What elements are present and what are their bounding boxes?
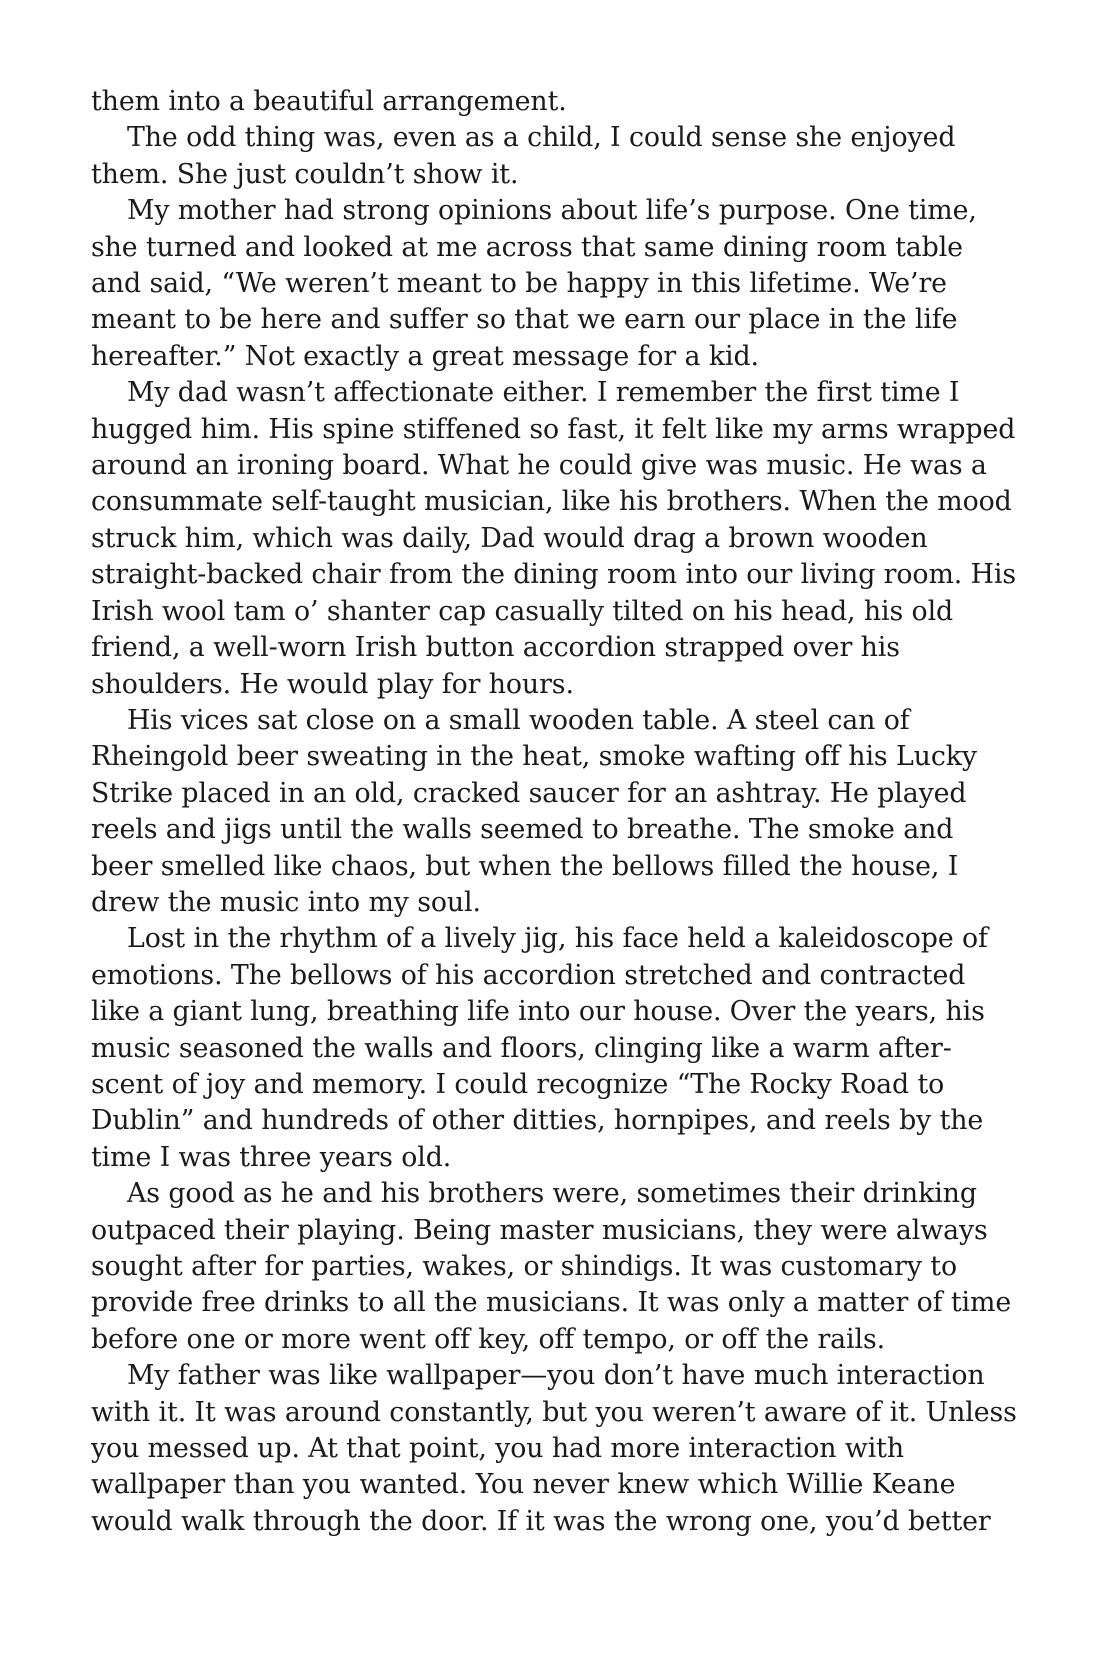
paragraph: My father was like wallpaper—you don’t have much interaction with it. It was around constantly, but you weren’t aware of it. Unless you messed up. At that point, you had more interaction with wallpaper than you wanted. You never knew which Willie Keane would walk through the door. If it was the wrong one, you’d better xyxy=(91,1360,1017,1537)
paragraph: My dad wasn’t affectionate either. I remember the first time I hugged him. His spine stiffened so fast, it felt like my arms wrapped around an ironing board. What he could give was music. He was a consummate self-taught musician, like his brothers. When the mood struck him, which was daily, Dad would drag a brown wooden straight-backed chair from the dining room into our living room. His Irish wool tam o’ shanter cap casually tilted on his head, his old friend, a well-worn Irish button accordion strapped over his shoulders. He would play for hours. xyxy=(91,377,1016,700)
paragraph: Lost in the rhythm of a lively jig, his face held a kaleidoscope of emotions. The bellows of his accordion stretched and contracted like a giant lung, breathing life into our house. Over the years, his music seasoned the walls and floors, clinging like a warm after-scent of joy and memory. I could recognize “The Rocky Road to Dublin” and hundreds of other ditties, hornpipes, and reels by the time I was three years old. xyxy=(91,923,988,1173)
paragraph: His vices sat close on a small wooden table. A steel can of Rheingold beer sweating in the heat, smoke wafting off his Lucky Strike placed in an old, cracked saucer for an ashtray. He played reels and jigs until the walls seemed to breathe. The smoke and beer smelled like chaos, but when the bellows filled the house, I drew the music into my soul. xyxy=(91,704,977,918)
paragraph-continuation: them into a beautiful arrangement. xyxy=(91,86,567,117)
paragraph: My mother had strong opinions about life’s purpose. One time, she turned and looked at me across that same dining room table and said, “We weren’t meant to be happy in this lifetime. We’re meant to be here and suffer so that we earn our place in the life hereafter.” Not exactly a great message for a kid. xyxy=(91,195,977,372)
book-page-body xyxy=(91,84,1021,1540)
paragraph: As good as he and his brothers were, sometimes their drinking outpaced their playing. Being master musicians, they were always sought after for parties, wakes, or shindigs. It was customary to provide free drinks to all the musicians. It was only a matter of time before one or more went off key, off tempo, or off the rails. xyxy=(91,1178,1012,1355)
paragraph: The odd thing was, even as a child, I could sense she enjoyed them. She just couldn’t show it. xyxy=(91,122,956,190)
